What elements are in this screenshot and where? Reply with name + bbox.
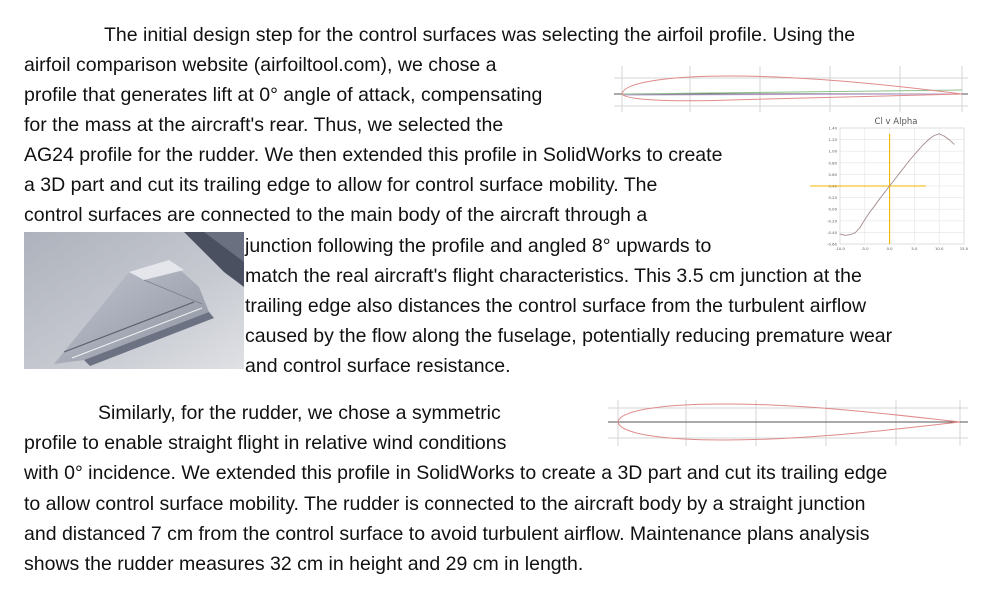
cl-data-point: [889, 186, 890, 187]
y-tick-label: -0.60: [827, 241, 837, 247]
p1-line-12: and control surface resistance.: [245, 355, 511, 377]
y-tick-label: 0.00: [828, 206, 837, 212]
p1-line-2: airfoil comparison website (airfoiltool.com), we chose a: [24, 54, 497, 76]
y-tick-label: 1.40: [828, 125, 837, 131]
y-tick-label: -0.20: [827, 218, 837, 224]
x-tick-label: 10.0: [934, 246, 944, 251]
y-tick-label: 1.20: [828, 137, 837, 143]
p2-line-2: profile to enable straight flight in relative wind conditions: [24, 432, 507, 454]
y-tick-label: 0.80: [828, 160, 837, 166]
cl-data-point: [904, 166, 905, 167]
cl-data-point: [949, 139, 950, 140]
x-tick-label: -10.0: [835, 246, 845, 251]
p1-line-8: junction following the profile and angled 8° upwards to: [245, 235, 712, 257]
p2-line-3: with 0° incidence. We extended this profile in SolidWorks to create a 3D part and cut its trailing edge: [24, 462, 888, 484]
p1-line-9: match the real aircraft's flight characteristics. This 3.5 cm junction at the: [245, 265, 862, 287]
y-tick-label: 1.00: [828, 148, 837, 154]
cl-data-point: [934, 135, 935, 136]
p1-line-7: control surfaces are connected to the main body of the aircraft through a: [24, 204, 648, 226]
p1-line-3: profile that generates lift at 0° angle of attack, compensating: [24, 84, 543, 106]
y-tick-label: 0.20: [828, 195, 837, 201]
x-tick-label: 5.0: [911, 246, 918, 251]
cl-data-point: [884, 192, 885, 193]
x-tick-label: 15.0: [959, 246, 969, 251]
cl-data-point: [939, 133, 940, 134]
y-tick-label: 0.60: [828, 171, 837, 177]
cl-data-point: [874, 205, 875, 206]
airfoil-profile-symmetric: [604, 398, 972, 448]
cl-data-point: [879, 198, 880, 199]
x-tick-label: -5.0: [861, 246, 869, 251]
cl-data-point: [869, 212, 870, 213]
cl-data-point: [849, 234, 850, 235]
p2-line-5: and distanced 7 cm from the control surface to avoid turbulent airflow. Maintenance plans analysis: [24, 523, 870, 545]
airfoil-profile-ag24: [610, 64, 972, 114]
cl-data-point: [899, 173, 900, 174]
cl-data-point: [924, 143, 925, 144]
y-tick-label: 0.40: [828, 183, 837, 189]
cl-data-point: [844, 235, 845, 236]
p2-line-4: to allow control surface mobility. The rudder is connected to the aircraft body by a straight junction: [24, 493, 866, 515]
p1-line-5: AG24 profile for the rudder. We then extended this profile in SolidWorks to create: [24, 144, 723, 166]
control-surface-3d-render: [24, 232, 244, 369]
p2-line-6: shows the rudder measures 32 cm in height and 29 cm in length.: [24, 553, 584, 575]
x-tick-label: 0.0: [886, 246, 893, 251]
chart-title: Cl v Alpha: [874, 117, 918, 127]
cl-data-point: [894, 179, 895, 180]
cl-data-point: [909, 160, 910, 161]
cl-data-point: [914, 154, 915, 155]
cl-data-point: [859, 227, 860, 228]
p1-line-10: trailing edge also distances the control surface from the turbulent airflow: [245, 295, 867, 317]
p1-line-6: a 3D part and cut its trailing edge to allow for control surface mobility. The: [24, 174, 658, 196]
cl-data-point: [929, 139, 930, 140]
cl-alpha-chart: [818, 114, 969, 260]
cl-data-point: [954, 144, 955, 145]
cl-data-point: [944, 136, 945, 137]
p1-line-11: caused by the flow along the fuselage, potentially reducing premature wear: [245, 325, 893, 347]
p2-line-1: Similarly, for the rudder, we chose a symmetric: [98, 402, 501, 424]
cl-data-point: [840, 234, 841, 235]
cl-data-point: [864, 219, 865, 220]
cl-data-point: [854, 232, 855, 233]
y-tick-label: -0.40: [827, 229, 837, 235]
p1-line-1: The initial design step for the control surfaces was selecting the airfoil profile. Using the: [104, 24, 856, 46]
cl-series-line: [840, 134, 954, 236]
p1-line-4: for the mass at the aircraft's rear. Thus, we selected the: [24, 114, 504, 136]
cl-data-point: [919, 148, 920, 149]
